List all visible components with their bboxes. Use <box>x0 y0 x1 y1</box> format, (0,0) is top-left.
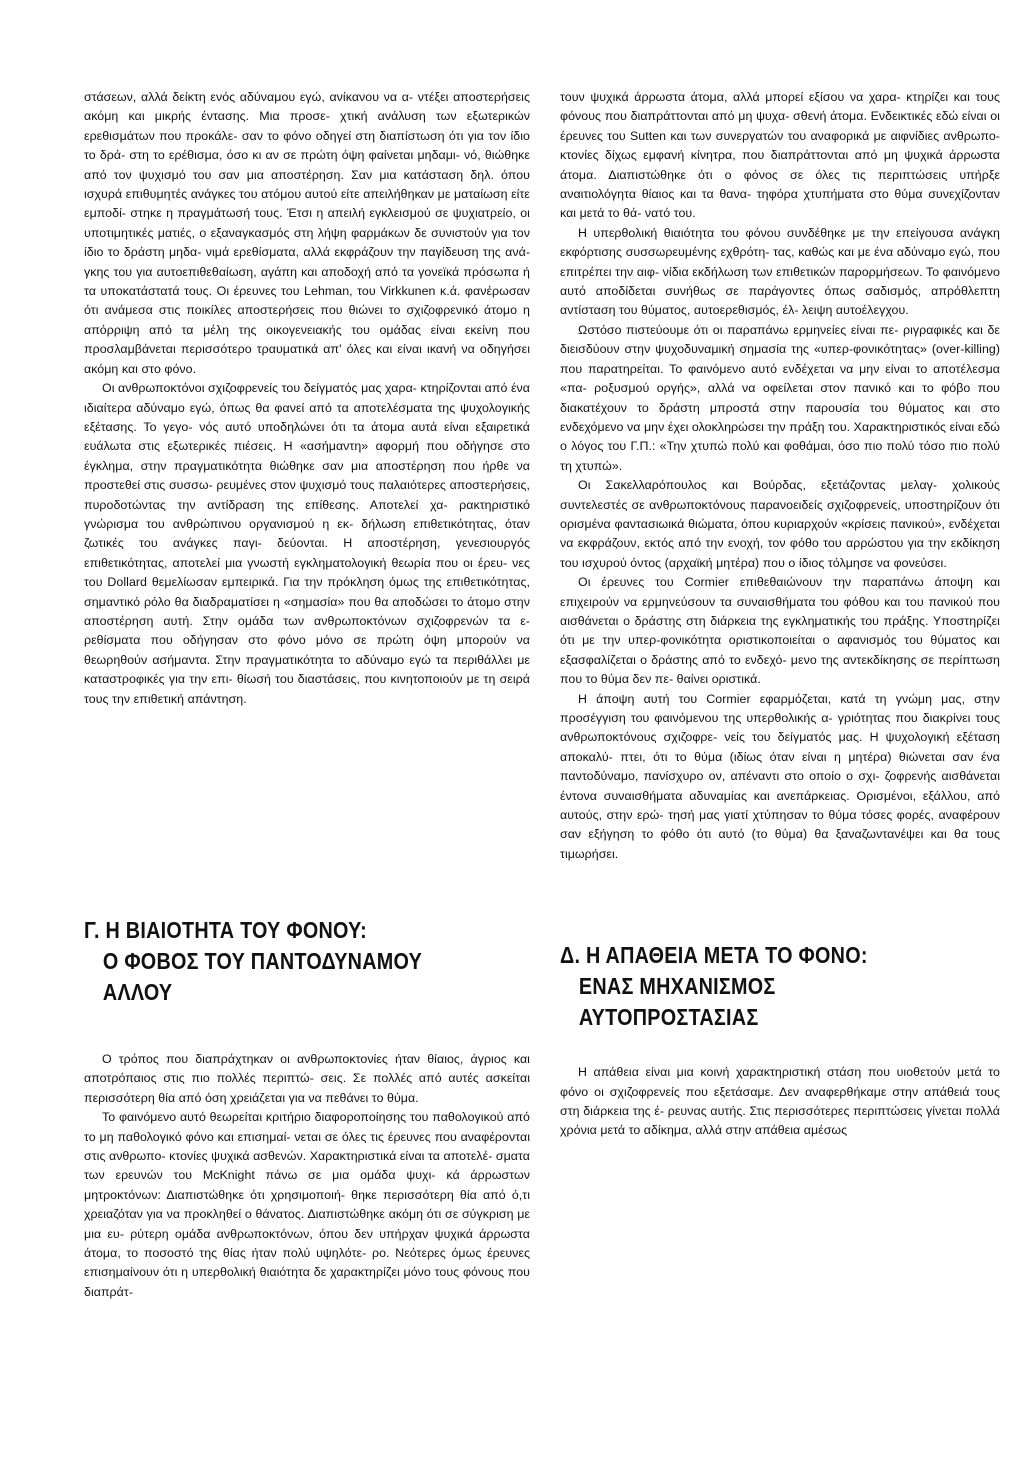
right-column <box>560 88 1000 1141</box>
heading-line: Ο ΦΟΒΟΣ ΤΟΥ ΠΑΝΤΟΔΥΝΑΜΟΥ <box>102 948 423 974</box>
heading-line: ΑΥΤΟΠΡΟΣΤΑΣΙΑΣ <box>578 1004 759 1031</box>
heading-line: ΑΛΛΟΥ <box>102 979 173 1005</box>
spacer <box>560 1033 1000 1063</box>
paragraph: Η υπερθολική θιαιότητα του φόνου συνδέθηκε με την επείγουσα ανάγκη εκφόρτισης συσσωρευμένης εχθρότη- τας, καθώς και με ένα αδύναμο εγώ, που επιτρέπει την αιφ- νίδια εκδήλωση των επιθετικών παρορμήσεων. Το φαινόμενο αυτό αποδίδεται συνήθως σε παράγοντες όπως σαδισμός, απρόθλεπτη αντίσταση του θύματος, αυτοερεθισμός, έλ- λειψη αυτοέλεγχου. <box>560 225 1000 318</box>
paragraph: Ωστόσο πιστεύουμε ότι οι παραπάνω ερμηνείες είναι πε- ριγραφικές και δε διεισδύουν στην ψυχοδυναμική σημασία της «υπερ-φονικότητας» (over-killing) που παρατηρείται. Το φαινόμενο αυτό ενδέχεται να μην είναι το αποτέλεσμα «πα- ροξυσμού οργής», αλλά να οφείλεται στον πανικό και το φόβο που διακατέχουν το δράστη μπροστά στην παρουσία του θύματος και στο ενδεχόμενο να μην έχει ολοκληρώσει την πράξη του. Χαρακτηριστικός είναι εδώ ο λόγος του Γ.Π.: «Την χτυπώ πολύ και φοθάμαι, όσο πιο πολύ τόσο πιο πολύ τη χτυπώ». <box>560 322 1000 473</box>
spacer <box>84 709 530 915</box>
section-heading-d <box>560 940 938 1033</box>
paragraph: Οι έρευνες του Cormier επιθεθαιώνουν την παραπάνω άποψη και επιχειρούν να ερμηνεύσουν τα συναισθήματα του φόθου και του πανικού που αισθάνεται ο δράστης στη διάρκεια της εγκληματικής του πράξης. Υποστηρίζει ότι με την υπερ-φονικότητα οριστικοποιείται ο αφανισμός του θύματος και εξασφαλίζεται ο δράστης από το ενδεχό- μενο της αντεκδίκησης σε περίπτωση που το θύμα δεν πε- θαίνει οριστικά. <box>560 575 1000 687</box>
paragraph: στάσεων, αλλά δείκτη ενός αδύναμου εγώ, ανίκανου να α- ντέξει αποστερήσεις ακόμη και μικρής έντασης. Μια προσε- χτική ανάλυση των εξωτερικών ερεθισμάτων που προκάλε- σαν το φόνο οδηγεί στη διαπίστωση ότι για τον ίδιο το δρά- στη το ερέθισμα, όσο κι αν σε πρώτη όψη φαίνεται μηδαμι- νό, θιώθηκε από τον ψυχισμό του σαν μια αποστέρηση. Σαν μια κατάσταση δηλ. όπου ισχυρά επιθυμητές ανάγκες του ατόμου αυτού είτε απειλήθηκαν με ματαίωση είτε εμποδί- στηκε η πραγμάτωσή τους. Έτσι η απειλή εγκλεισμού σε ψυχιατρείο, οι υποτιμητικές ματιές, ο εξαναγκασμός στη λήψη φαρμάκων δε συνιστούν για τον ίδιο το δράστη μηδα- νιμά ερεθίσματα, αλλά εκφράζουν την παγίδευση της ανά- γκης του για αυτοεπιθεθαίωση, αγάπη και αποδοχή από τα γονεϊκά πρόσωπα ή τα υποκατάστατά τους. Οι έρευνες του Lehman, του Virkkunen κ.ά. φανέρωσαν ότι ανάμεσα στις ποικίλες αποστερήσεις που θιώνει το σχιζοφρενικό άτομο η απόρριψη από τα μέλη της οικογενειακής του ομάδας είναι εκείνη που προσλαμβάνεται περισσότερο τραυματικά απ' όλες και είναι ικανή να οδηγήσει ακόμη και στο φόνο. <box>84 90 530 376</box>
paragraph: Οι Σακελλαρόπουλος και Βούρδας, εξετάζοντας μελαγ- χολικούς συντελεστές σε ανθρωποκτόνους παρανοειδείς σχιζοφρενείς, υποστηρίζουν ότι ορισμένα φαντασιωικά θιώματα, όπου κυριαρχούν «κρίσεις πανικού», ενδέχεται να εκφράζουν, εκτός από την ενοχή, τον φόθο του αρρώστου για την εκδίκηση του ισχυρού όντος (αρχαϊκή μητέρα) που ο ίδιος τόλμησε να φονεύσει. <box>560 478 1000 570</box>
section-heading-c <box>84 915 468 1008</box>
heading-line: ΕΝΑΣ ΜΗΧΑΝΙΣΜΟΣ <box>578 973 776 1000</box>
heading-line: Δ. Η ΑΠΑΘΕΙΑ ΜΕΤΑ ΤΟ ΦΟΝΟ: <box>560 942 868 969</box>
paragraph: Οι ανθρωποκτόνοι σχιζοφρενείς του δείγματός μας χαρα- κτηρίζονται από ένα ιδιαίτερα αδύναμο εγώ, όπως θα φανεί από τα αποτελέσματα της ψυχολογικής εξέτασης. Το γεγο- νός αυτό υποδηλώνει ότι τα άτομα αυτά είναι εξαιρετικά ευάλωτα στις εξωτερικές πιέσεις. Η «ασήμαντη» αφορμή που οδήγησε στο έγκλημα, στην πραγματικότητα θιώθηκε σαν μια αποστέρηση που ήρθε να προστεθεί στις συσσω- ρευμένες στον ψυχισμό τους παλαιότερες αποστερήσεις, πυροδοτώντας την αντίδραση της επίθεσης. Αποτελεί χα- ρακτηριστικό γνώρισμα του ανθρώπινου οργανισμού η εκ- δήλωση επιθετικότητας, όταν ζωτικές του ανάγκες παγι- δεύονται. Η αποστέρηση, γενεσιουργός επιθετικότητας, αποτελεί μια γνωστή εγκληματολογική θεωρία που οι έρευ- νες του Dollard θεμελίωσαν εμπειρικά. Για την πρόκληση όμως της επιθετικότητας, σημαντικό ρόλο θα διαδραματίσει η «σημασία» που θα αποδώσει το άτομο στην αποστέρηση αυτή. Στην ομάδα των ανθρωποκτόνων σχιζοφρενών τα ε- ρεθίσματα που οδήγησαν στο φόνο μόνο σε πρώτη όψη μπορούν να θεωρηθούν ασήμαντα. Στην πραγματικότητα το αδύναμο εγώ τα περιθάλλει με καταστροφικές για την επι- θίωσή του διαστάσεις, που κινητοποιούν με τη σειρά τους την επιθετική απάντηση. <box>84 381 530 706</box>
paragraph: Η απάθεια είναι μια κοινή χαρακτηριστική στάση που υιοθετούν μετά το φόνο οι σχιζοφρενείς που εξετάσαμε. Δεν αναφερθήκαμε στην απάθειά τους στη διάρκεια της έ- ρευνας αυτής. Στις περισσότερες περιπτώσεις γίνεται πολλά χρόνια μετά το αδίκημα, αλλά στην απάθεια αμέσως <box>560 1065 1000 1138</box>
paragraph: Το φαινόμενο αυτό θεωρείται κριτήριο διαφοροποίησης του παθολογικού από το μη παθολογικό φόνο και επισημαί- νεται σε όλες τις έρευνες που αναφέρονται στις ανθρωπο- κτονίες ψυχικά ασθενών. Χαρακτηριστικά είναι τα αποτελέ- σματα των ερευνών του McKnight πάνω σε μια ομάδα ψυχι- κά άρρωστων μητροκτόνων: Διαπιστώθηκε ότι χρησιμοποιή- θηκε περισσότερη θία από ό,τι χρειαζόταν για να προκληθεί ο θάνατος. Διαπιστώθηκε ακόμη ότι σε σύγκριση με μια ευ- ρύτερη ομάδα ανθρωποκτόνων, όπου δεν υπήρχαν ψυχικά άρρωστα άτομα, το ποσοστό της θίας ήταν πολύ υψηλότε- ρο. Νεότερες όμως έρευνες επισημαίνουν ότι η υπερθολική θιαιότητα δε χαρακτηρίζει μόνο τους φόνους που διαπράτ- <box>84 1110 530 1299</box>
spacer <box>560 864 1000 940</box>
left-column <box>84 88 530 1302</box>
paragraph: τουν ψυχικά άρρωστα άτομα, αλλά μπορεί εξίσου να χαρα- κτηρίζει και τους φόνους που διαπράττονται από μη ψυχα- σθενή άτομα. Ενδεικτικές εδώ είναι οι έρευνες του Sutten και των συνεργατών του αναφορικά με αιφνίδιες ανθρωπο- κτονίες δίχως εμφανή κίνητρα, που διαπράττονται από μη ψυχικά άρρωστα άτομα. Διαπιστώθηκε ότι ο φόνος σε όλες τις περιπτώσεις υπήρξε αναιτιολόγητα θίαιος και τα θανα- τηφόρα χτυπήματα στο θύμα συνεχίζονταν και μετά το θά- νατό του. <box>560 90 1000 221</box>
spacer <box>84 1008 530 1050</box>
paragraph: Ο τρόπος που διαπράχτηκαν οι ανθρωποκτονίες ήταν θίαιος, άγριος και αποτρόπαιος στις πιο πολλές περιπτώ- σεις. Σε πολλές από αυτές ασκείται περισσότερη θία από όση χρειάζεται για να πεθάνει το θύμα. <box>84 1052 530 1105</box>
heading-line: Γ. Η ΒΙΑΙΟΤΗΤΑ ΤΟΥ ΦΟΝΟΥ: <box>84 917 367 943</box>
paragraph: Η άποψη αυτή του Cormier εφαρμόζεται, κατά τη γνώμη μας, στην προσέγγιση του φαινόμενου της υπερθολικής α- γριότητας που διακρίνει τους ανθρωποκτόνους σχιζοφρε- νείς του δείγματός μας. Η ψυχολογική εξέταση αποκαλύ- πτει, ότι το θύμα (ιδίως όταν είναι η μητέρα) θιώνεται σαν ένα παντοδύναμο, πανίσχυρο ον, απέναντι στο οποίο ο σχι- ζοφρενής αισθάνεται έντονα συναισθήματα αδυναμίας και ανεπάρκειας. Ορισμένοι, εξάλλου, από αυτούς, στην ερώ- τησή μας γιατί χτύπησαν το θύμα τόσες φορές, αναφέρουν σαν εξήγηση το φόθο ότι αυτό (το θύμα) θα ξαναζωντανέψει και θα τους τιμωρήσει. <box>560 691 1000 861</box>
